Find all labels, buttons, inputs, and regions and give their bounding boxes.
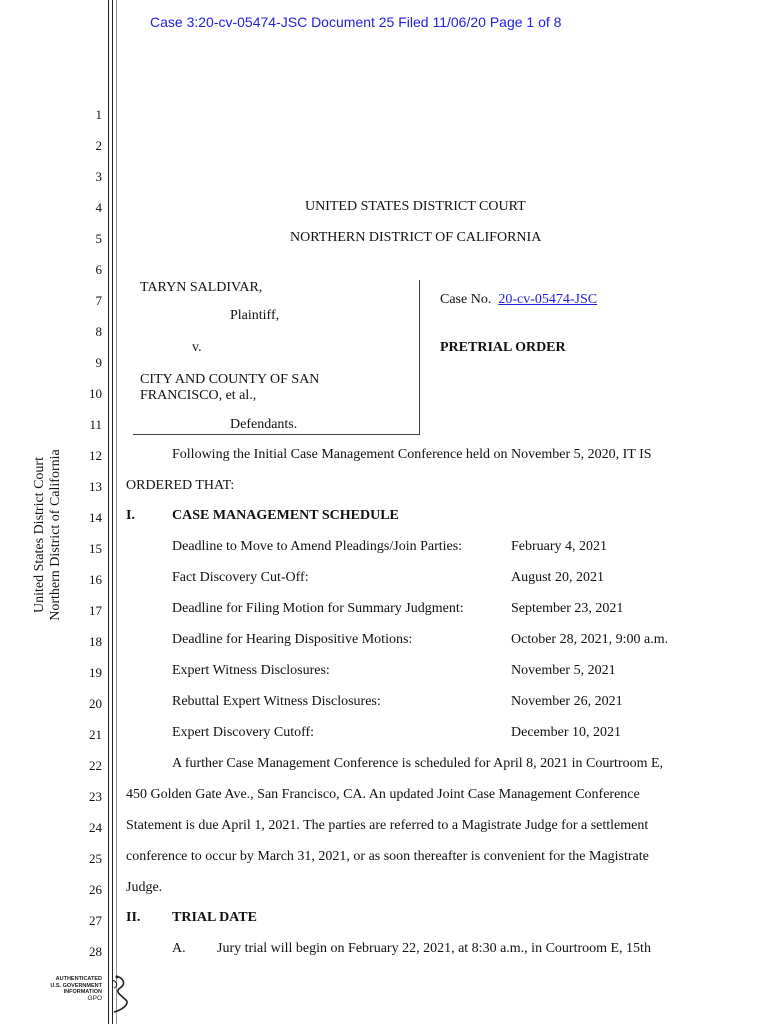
section2-number: II. <box>126 910 141 925</box>
line-number: 4 <box>95 200 102 215</box>
schedule-label: Deadline for Filing Motion for Summary Judgment: <box>172 601 464 616</box>
cmc-paragraph-line5: Judge. <box>126 880 163 895</box>
schedule-date: November 26, 2021 <box>511 694 623 709</box>
line-number: 15 <box>89 541 102 556</box>
line-number: 18 <box>89 634 102 649</box>
cmc-paragraph-line1: A further Case Management Conference is scheduled for April 8, 2021 in Courtroom E, <box>172 756 664 771</box>
margin-rule-inner <box>116 0 117 1024</box>
case-number-label: Case No. <box>440 292 492 307</box>
line-number: 27 <box>89 913 102 928</box>
line-number: 13 <box>89 479 102 494</box>
section1-title: CASE MANAGEMENT SCHEDULE <box>172 508 399 523</box>
defendant-line1: CITY AND COUNTY OF SAN <box>140 372 320 387</box>
line-number: 14 <box>89 510 102 525</box>
schedule-date: February 4, 2021 <box>511 539 608 554</box>
trial-item-letter: A. <box>172 941 186 956</box>
schedule-label: Deadline for Hearing Dispositive Motions: <box>172 632 413 647</box>
schedule-date: December 10, 2021 <box>511 725 622 740</box>
line-number: 3 <box>95 169 102 184</box>
schedule-date: September 23, 2021 <box>511 601 624 616</box>
gpo-authentication-logo <box>44 974 144 1014</box>
defendant-line2: FRANCISCO, et al., <box>140 388 257 403</box>
case-number-link[interactable]: 20-cv-05474-JSC <box>498 292 598 307</box>
line-number: 26 <box>89 882 102 897</box>
line-number: 19 <box>89 665 102 680</box>
intro-line2: ORDERED THAT: <box>126 478 235 493</box>
cmc-paragraph-line2: 450 Golden Gate Ave., San Francisco, CA. An updated Joint Case Management Conference <box>126 787 640 802</box>
schedule-label: Rebuttal Expert Witness Disclosures: <box>172 694 381 709</box>
cmc-paragraph-line4: conference to occur by March 31, 2021, or as soon thereafter is convenient for the Magistrate <box>126 849 649 864</box>
court-side-label <box>32 425 64 645</box>
gpo-logo-line1: AUTHENTICATED <box>55 976 102 982</box>
versus: v. <box>192 340 202 355</box>
gpo-logo-line2: U.S. GOVERNMENT <box>50 982 102 989</box>
order-title: PRETRIAL ORDER <box>440 340 566 355</box>
schedule-date: October 28, 2021, 9:00 a.m. <box>511 632 669 647</box>
court-district: NORTHERN DISTRICT OF CALIFORNIA <box>290 230 542 245</box>
gpo-eagle-icon <box>104 974 134 1014</box>
line-number: 6 <box>95 262 102 277</box>
document-header: Case 3:20-cv-05474-JSC Document 25 Filed 11/06/20 Page 1 of 8 <box>150 14 562 30</box>
line-number: 1 <box>95 107 102 122</box>
line-number: 7 <box>95 293 102 308</box>
gpo-logo-line3: INFORMATION <box>63 989 102 995</box>
line-number: 25 <box>89 851 102 866</box>
section1-number: I. <box>126 508 135 523</box>
section2-title: TRIAL DATE <box>172 910 257 925</box>
plaintiff-name: TARYN SALDIVAR, <box>140 280 263 295</box>
intro-line1: Following the Initial Case Management Conference held on November 5, 2020, IT IS <box>172 447 652 462</box>
line-number: 24 <box>89 820 102 835</box>
line-number: 17 <box>89 603 102 618</box>
line-number: 21 <box>89 727 102 742</box>
schedule-label: Fact Discovery Cut-Off: <box>172 570 309 585</box>
gpo-logo-line4: GPO <box>87 994 102 1002</box>
line-number: 10 <box>89 386 102 401</box>
schedule-date: August 20, 2021 <box>511 570 604 585</box>
trial-item-text: Jury trial will begin on February 22, 2021, at 8:30 a.m., in Courtroom E, 15th <box>217 941 651 956</box>
side-label-line2: Northern District of California <box>48 449 63 621</box>
side-label-line1: United States District Court <box>32 457 47 613</box>
schedule-date: November 5, 2021 <box>511 663 616 678</box>
caption-divider-vertical <box>419 280 420 435</box>
line-number: 20 <box>89 696 102 711</box>
plaintiff-role: Plaintiff, <box>230 308 280 323</box>
line-number: 8 <box>95 324 102 339</box>
line-number: 5 <box>95 231 102 246</box>
cmc-paragraph-line3: Statement is due April 1, 2021. The parties are referred to a Magistrate Judge for a settlement <box>126 818 649 833</box>
caption-divider-horizontal <box>133 434 420 435</box>
schedule-label: Expert Witness Disclosures: <box>172 663 330 678</box>
margin-rule-right <box>112 0 113 1024</box>
line-number: 28 <box>89 944 102 959</box>
line-number: 9 <box>95 355 102 370</box>
schedule-label: Deadline to Move to Amend Pleadings/Join Parties: <box>172 539 463 554</box>
defendant-role: Defendants. <box>230 417 298 432</box>
line-number: 22 <box>89 758 102 773</box>
schedule-label: Expert Discovery Cutoff: <box>172 725 315 740</box>
margin-rule-left <box>108 0 109 1024</box>
case-number <box>440 292 597 308</box>
line-number: 11 <box>89 417 102 432</box>
line-number: 12 <box>89 448 102 463</box>
line-number: 2 <box>95 138 102 153</box>
line-number: 16 <box>89 572 102 587</box>
court-name: UNITED STATES DISTRICT COURT <box>305 199 526 214</box>
line-number: 23 <box>89 789 102 804</box>
